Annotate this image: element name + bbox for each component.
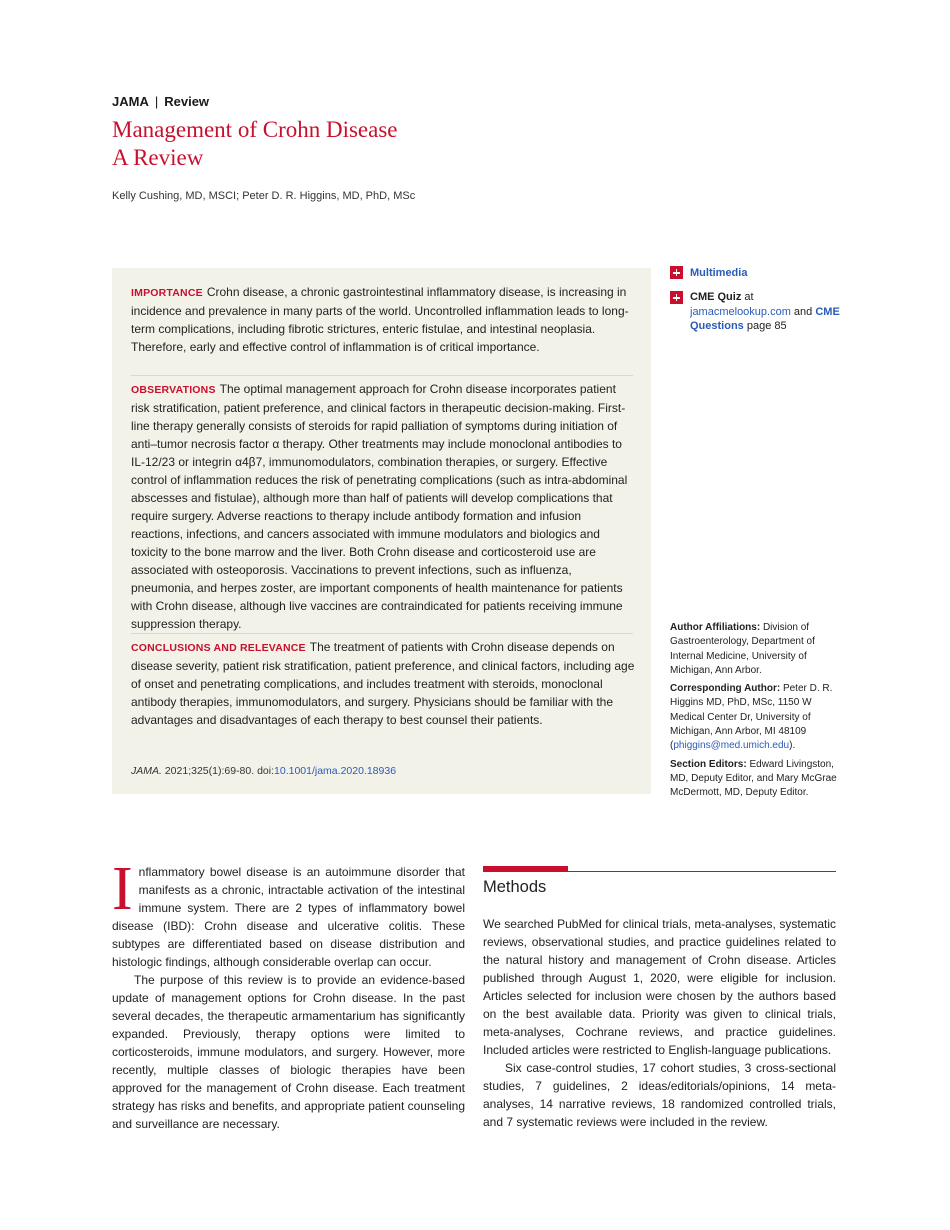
methods-paragraph: Six case-control studies, 17 cohort studies, 3 cross-sectional studies, 7 guidelines, 2 ideas/editorials/opinions, 14 meta-analyses, 14 narrative reviews, 18 randomized controlled trials, and 7 systematic reviews were included in the review.	[483, 1061, 836, 1129]
conclusions-label: CONCLUSIONS AND RELEVANCE	[131, 642, 306, 654]
citation-journal: JAMA.	[131, 765, 162, 777]
importance-text: Crohn disease, a chronic gastrointestinal inflammatory disease, is increasing in incidence and prevalence in many parts of the world. Uncontrolled inflammation leads to long-term complications, including fibrotic strictures, enteric fistulae, and intestinal neoplasia. Therefore, early and effective control of inflammation is of critical importance.	[131, 285, 629, 354]
abstract-divider	[131, 375, 633, 376]
importance-label: IMPORTANCE	[131, 287, 203, 299]
email-link[interactable]: phiggins@med.umich.edu	[673, 740, 790, 752]
cme-quiz-label: CME Quiz	[690, 291, 742, 303]
multimedia-label[interactable]: Multimedia	[690, 267, 748, 279]
article-type: Review	[164, 94, 210, 109]
abstract-box	[112, 268, 651, 794]
cme-quiz-block: CME Quiz at jamacmelookup.com and CME Questions page 85	[670, 290, 840, 334]
abstract-divider	[131, 633, 633, 634]
drop-cap: I	[112, 855, 133, 923]
section-editors: Section Editors: Edward Livingston, MD, Deputy Editor, and Mary McGrae McDermott, MD, Deputy Editor.	[670, 758, 837, 799]
author-affiliations: Author Affiliations: Division of Gastroenterology, Department of Internal Medicine, University of Michigan, Ann Arbor.	[670, 622, 815, 676]
journal-name: JAMA	[112, 94, 149, 109]
cme-site-link[interactable]: jamacmelookup.com	[690, 305, 791, 318]
section-rule	[568, 871, 836, 872]
plus-box-icon	[670, 291, 683, 304]
journal-header: JAMA | Review	[112, 94, 210, 109]
methods-column	[483, 915, 836, 1131]
article-title	[112, 116, 398, 172]
citation	[131, 765, 396, 777]
cme-questions-link[interactable]: CME Questions	[690, 305, 840, 332]
methods-paragraph: We searched PubMed for clinical trials, meta-analyses, systematic reviews, observational studies, and practice guidelines related to the natural history and management of Crohn disease. Articles published through August 1, 2020, were eligible for inclusion. Articles selected for inclusion were chosen by the authors based on the best available data. Priority was given to clinical trials, meta-analyses, Cochrane reviews, and practice guidelines. Included articles were restricted to English-language publications.	[483, 917, 836, 1057]
conclusions-text: The treatment of patients with Crohn disease depends on disease severity, patient risk stratification, patient preference, and clinical factors, including age of onset and penetrating complications, and includes treatment with steroids, monoclonal antibody therapies, immunomodulators, and surgery. Physicians should be familiar with the advantages and disadvantages of each therapy to best counsel their patients.	[131, 640, 635, 727]
section-accent-bar	[483, 866, 568, 872]
author-affiliations-block	[670, 621, 845, 805]
title-main: Management of Crohn Disease	[112, 117, 398, 142]
abstract-observations	[131, 380, 636, 633]
intro-paragraph: Inflammatory bowel disease is an autoimmune disorder that manifests as a chronic, intractable activation of the intestinal immune system. There are 2 types of inflammatory bowel disease (IBD): Crohn disease and ulcerative colitis. These subtypes are differentiated based on disease distribution and histologic findings, although considerable overlap can occur.	[112, 855, 465, 969]
plus-box-icon	[670, 266, 683, 279]
doi-link[interactable]: 10.1001/jama.2020.18936	[274, 765, 397, 777]
abstract-conclusions	[131, 638, 636, 729]
multimedia-link[interactable]	[670, 266, 840, 281]
methods-heading: Methods	[483, 878, 547, 896]
intro-paragraph: The purpose of this review is to provide an evidence-based update of management options for Crohn disease. In the past several decades, the therapeutic armamentarium has significantly expanded. Previously, therapy options were limited to corticosteroids, immune modulators, and surgery. However, more recently, multiple classes of biologic therapies have been approved for the management of Crohn disease. Each treatment strategy has risks and benefits, and appropriate patient counseling and surveillance are necessary.	[112, 973, 465, 1131]
observations-text: The optimal management approach for Crohn disease incorporates patient risk stratification, patient preference, and clinical factors in therapeutic decision-making. First-line therapy generally consists of steroids for rapid palliation of symptoms during initiation of anti–tumor necrosis factor α therapy. Other treatments may include monoclonal antibodies to IL-12/23 or integrin α4β7, immunomodulators, combination therapies, or surgery. Effective control of inflammation reduces the risk of penetrating complications (such as intra-abdominal abscesses and fistulae), although more than half of patients will develop complications that require surgery. Adverse reactions to therapy include antibody formation and infusion reactions, infections, and cancers associated with immune modulators and biologics and toxicity to the bone marrow and the liver. Both Crohn disease and corticosteroid use are associated with osteoporosis. Vaccinations to prevent infections, such as influenza, pneumonia, and herpes zoster, are important components of health maintenance for patients with Crohn disease, although live vaccines are contraindicated for patients receiving immune suppression therapy.	[131, 382, 628, 631]
corresponding-author: Corresponding Author: Peter D. R. Higgins MD, PhD, MSc, 1150 W Medical Center Dr, University of Michigan, Ann Arbor, MI 48109 (phiggins@med.umich.edu).	[670, 683, 833, 752]
abstract-importance	[131, 283, 636, 356]
citation-ref: 2021;325(1):69-80. doi:	[161, 765, 275, 777]
title-sub: A Review	[112, 145, 204, 170]
observations-label: OBSERVATIONS	[131, 384, 216, 396]
author-list: Kelly Cushing, MD, MSCI; Peter D. R. Higgins, MD, PhD, MSc	[112, 190, 416, 202]
intro-column	[112, 855, 465, 1133]
